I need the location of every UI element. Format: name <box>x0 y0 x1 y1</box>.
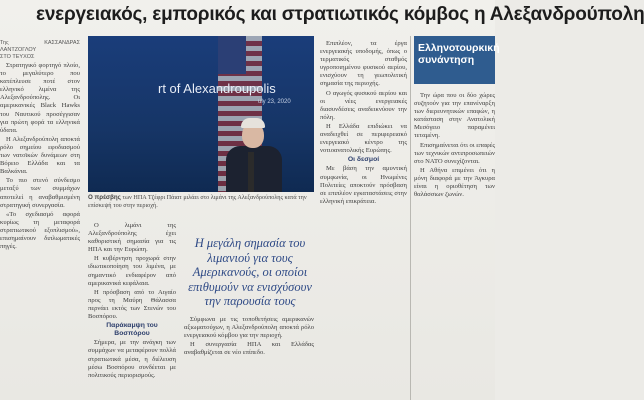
paragraph: Ο λιμάνι της Αλεξανδρούπολης έχει καθοριστική σημασία για τις ΗΠΑ και την Ευρώπη. <box>88 222 176 254</box>
subheading-bosporus: Παράκαμψη του Βοσπόρου <box>106 322 158 338</box>
photo-backdrop-text: rt of Alexandroupolis <box>158 81 276 96</box>
byline-author: Της ΚΑΣΣΑΝΔΡΑΣ ΛΑΝΤΖΟΓΛΟΥ <box>0 40 80 53</box>
speaker-body <box>226 146 282 192</box>
microphone-stand <box>248 152 254 192</box>
sidebar-title: Ελληνοτουρκική συνάντηση <box>414 36 495 84</box>
paragraph: Η Αλεξανδρούπολη αποκτά ρόλο σημείου εφοδιασμού των νατοϊκών δυνάμεων στη Βόρειο Ελλάδα και τα Βαλκάνια. <box>0 135 80 176</box>
paragraph: Επισημαίνεται ότι οι επαφές των τεχνικών αντιπροσωπειών στο ΝΑΤΟ συνεχίζονται. <box>414 141 496 165</box>
article-photo <box>88 36 314 192</box>
paragraph: Την ώρα που οι δύο χώρες συζητούν για την επανέναρξη των διερευνητικών επαφών, η κατάσταση στην Ανατολική Μεσόγειο παραμένει τεταμένη. <box>414 92 495 140</box>
subheading-ties: Οι δεσμοί <box>347 156 380 164</box>
paragraph: Σύμφωνα με τις τοποθετήσεις αμερικανών αξιωματούχων, η Αλεξανδρούπολη αποκτά ρόλο ενεργειακού κόμβου για την περιοχή. <box>184 316 314 340</box>
article-column-1 <box>0 40 80 400</box>
paragraph: Με βάση την αμυντική συμφωνία, οι Ηνωμένες Πολιτείες αποκτούν πρόσβαση σε επιπλέον εγκαταστάσεις στην ελληνική επικράτεια. <box>320 165 407 205</box>
pull-quote: Η μεγάλη σημασία του λιμανιού για τους Αμερικανούς, οι οποίοι επιθυμούν να ενισχύσουν την παρουσία τους <box>188 236 312 308</box>
byline-section: ΣΤΟ ΤΕΥΧΟΣ <box>0 54 35 60</box>
paragraph: Η Αθήνα επιμένει ότι η μόνη διαφορά με την Άγκυρα είναι η οριοθέτηση των θαλάσσιων ζωνών. <box>414 166 495 199</box>
paragraph: Στρατηγικό φορτηγό πλοίο, το μεγαλύτερο που κατέπλευσε ποτέ στον ελληνικό λιμένα της Αλεξανδρούπολης. Οι αμερικανικές Black Hawks του Ναυτικού προσέγγισαν για πρώτη φορά τα ελληνικά ύδατα. <box>0 62 80 134</box>
caption-text: των ΗΠΑ Τζέφρι Πάιατ μιλάει στο λιμάνι της Αλεξανδρούπολης κατά την επίσκεψή του στην περιοχή. <box>88 194 307 209</box>
us-flag-canton <box>218 36 246 74</box>
caption-lead: Ο πρέσβης <box>88 194 121 201</box>
photo-caption <box>88 194 314 218</box>
paragraph: Ο αγωγός φυσικού αερίου και οι νέες ενεργειακές διασυνδέσεις αναδεικνύουν την πόλη. <box>320 89 407 121</box>
sidebar-column <box>414 92 495 400</box>
sidebar-divider <box>410 36 411 400</box>
photo-backdrop-date: uly 23, 2020 <box>258 99 291 105</box>
paragraph: Σήμερα, με την ανάγκη των συμμάχων να μεταφέρουν πολλά στρατιωτικά μέσα, η διέλευση μέσω Βοσπόρου συνδέεται με πολιτικούς περιορισμούς. <box>88 339 176 379</box>
article-column-3 <box>184 316 314 400</box>
paragraph: «Το σχεδιασμό αφορά κυρίως τη μεταφορά στρατιωτικού εξοπλισμού», επισημαίνουν διπλωματικές πηγές. <box>0 210 80 251</box>
paragraph: Το πιο στενό σύνδεσμο μεταξύ των συμμάχων αποτελεί η αναβαθμισμένη στρατηγική συνεργασία. <box>0 177 80 209</box>
paragraph: Η πρόσβαση από το Αιγαίο προς τη Μαύρη Θάλασσα περνάει εκτός των Στενών του Βοσπόρου. <box>88 288 176 321</box>
byline <box>0 40 80 61</box>
paragraph: Η Ελλάδα επιδιώκει να αναδειχθεί σε περιφερειακό ενεργειακό κέντρο της νοτιοανατολικής Ευρώπης. <box>320 122 407 155</box>
paragraph: Η κυβέρνηση προχωρά στην ιδιωτικοποίηση του λιμένα, με σημαντικό ενδιαφέρον από αμερικανικά κεφάλαια. <box>88 255 176 287</box>
article-column-2 <box>88 222 176 400</box>
paragraph: Επιπλέον, τα έργα ενεργειακής υποδομής, όπως ο τερματικός σταθμός υγροποιημένου φυσικού αερίου, ενισχύουν τη γεωπολιτική σημασία της περιοχής. <box>320 40 407 88</box>
article-headline: ενεργειακός, εμπορικός και στρατιωτικός κόμβος η Αλεξανδρούπολη <box>36 4 644 25</box>
paragraph: Η συνεργασία ΗΠΑ και Ελλάδας αναβαθμίζεται σε νέο επίπεδο. <box>184 341 314 357</box>
article-column-4 <box>320 40 407 400</box>
speaker-hair <box>241 118 265 128</box>
